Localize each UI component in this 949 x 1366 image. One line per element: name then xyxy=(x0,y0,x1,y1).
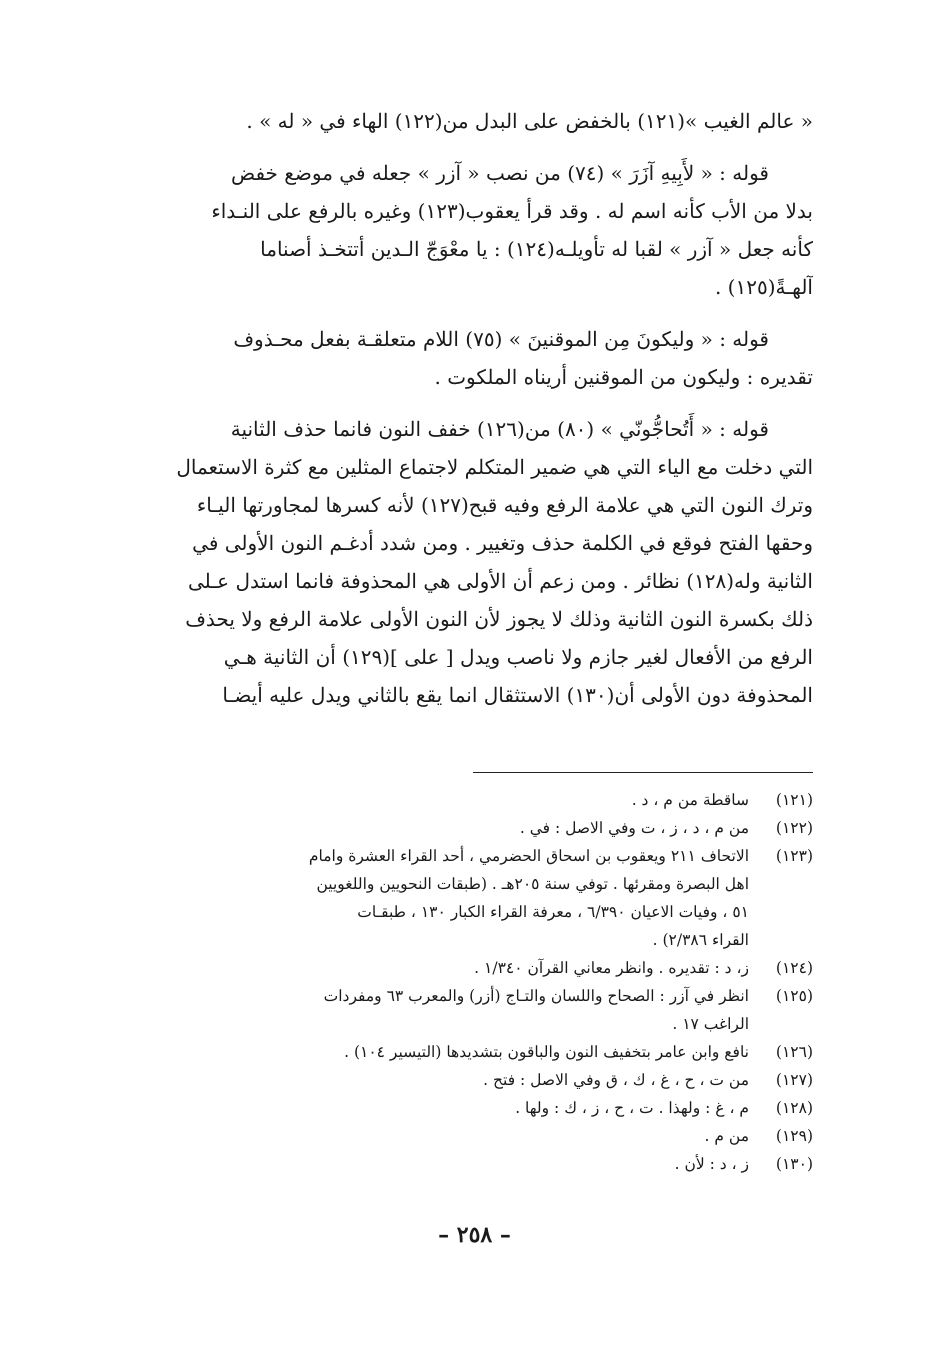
footnote xyxy=(137,1094,813,1122)
footnotes xyxy=(137,786,813,1178)
footnote-number: (١٢٦) xyxy=(775,1043,813,1061)
footnote-line: من م . xyxy=(704,1127,749,1145)
page-number: – ٢٥٨ – xyxy=(438,1222,511,1248)
text-line: تقديره : وليكون من الموقنين أريناه الملكوت . xyxy=(434,365,813,389)
footnote-number: (١٢٨) xyxy=(775,1099,813,1117)
footnote-number: (١٢٣) xyxy=(775,847,813,865)
text-line: « عالم الغيب »(١٢١) بالخفض على البدل من(١٢٢) الهاء في « له » . xyxy=(246,109,813,133)
footnote-number: (١٣٠) xyxy=(775,1155,813,1173)
footnote-text xyxy=(137,1038,749,1066)
footnote-number: (١٢٧) xyxy=(775,1071,813,1089)
text-line: وحقها الفتح فوقع في الكلمة حذف وتغيير . ومن شدد أدغـم النون الأولى في xyxy=(192,531,813,555)
footnote-number: (١٢١) xyxy=(775,791,813,809)
footnote-text xyxy=(137,1094,749,1122)
footnote xyxy=(137,1066,813,1094)
footnote xyxy=(137,1122,813,1150)
text-line: الثانية وله(١٢٨) نظائر . ومن زعم أن الأولى هي المحذوفة فانما استدل عـلى xyxy=(188,569,813,593)
footnote xyxy=(137,982,813,1038)
text-line: التي دخلت مع الياء التي هي ضمير المتكلم لاجتماع المثلين مع كثرة الاستعمال xyxy=(176,455,813,479)
footnote-text xyxy=(137,786,749,814)
footnote-number: (١٢٤) xyxy=(775,959,813,977)
footnote xyxy=(137,842,813,954)
footnote-line: القراء ٢/٣٨٦) . xyxy=(652,931,749,949)
footnote-text xyxy=(137,814,749,842)
footnote-text xyxy=(137,982,749,1038)
footnote-text xyxy=(137,1122,749,1150)
footnote-line: ز، د : تقديره . وانظر معاني القرآن ١/٣٤٠ . xyxy=(474,959,749,977)
text-line: آلهـةً(١٢٥) . xyxy=(714,275,813,299)
text-line: كأنه جعل « آزر » لقبا له تأويلـه(١٢٤) : يا معْوَجّ الـدين أتتخـذ أصناما xyxy=(260,237,813,261)
footnote-text xyxy=(137,954,749,982)
footnote-line: م ، غ : ولهذا . ت ، ح ، ز ، ك : ولها . xyxy=(515,1099,749,1117)
paragraph xyxy=(137,410,813,714)
footnote-line: نافع وابن عامر بتخفيف النون والباقون بتشديدها (التيسير ١٠٤) . xyxy=(344,1043,749,1061)
footnote xyxy=(137,786,813,814)
text-line: قوله : « لأَبِيهِ آزَرَ » (٧٤) من نصب « آزر » جعله في موضع خفض xyxy=(230,161,769,185)
text-line: قوله : « وليكونَ مِن الموقنينَ » (٧٥) اللام متعلقـة بفعل محـذوف xyxy=(233,327,769,351)
footnote xyxy=(137,814,813,842)
footnote-text xyxy=(137,842,749,954)
footnote-line: انظر في آزر : الصحاح واللسان والتـاج (أزر) والمعرب ٦٣ ومفردات xyxy=(323,987,749,1005)
paragraph xyxy=(137,102,813,140)
footnote xyxy=(137,1150,813,1178)
paragraph xyxy=(137,154,813,306)
footnote-line: الاتحاف ٢١١ ويعقوب بن اسحاق الحضرمي ، أحد القراء العشرة وامام xyxy=(308,847,749,865)
main-text xyxy=(137,102,813,714)
text-line: قوله : « أَتُحاجُّونّي » (٨٠) من(١٢٦) خفف النون فانما حذف الثانية xyxy=(230,417,769,441)
text-line: بدلا من الأب كأنه اسم له . وقد قرأ يعقوب(١٢٣) وغيره بالرفع على النـداء xyxy=(211,199,813,223)
footnote-number: (١٢٥) xyxy=(775,987,813,1005)
paragraph xyxy=(137,320,813,396)
footnote-line: ٥١ ، وفيات الاعيان ٦/٣٩٠ ، معرفة القراء الكبار ١٣٠ ، طبقـات xyxy=(357,903,749,921)
footnote-line: ساقطة من م ، د . xyxy=(631,791,749,809)
footnote-separator xyxy=(473,772,813,773)
footnote-line: اهل البصرة ومقرئها . توفي سنة ٢٠٥هـ . (طبقات النحويين واللغويين xyxy=(316,875,749,893)
footnote-number: (١٢٢) xyxy=(775,819,813,837)
text-line: ذلك بكسرة النون الثانية وذلك لا يجوز لأن النون الأولى علامة الرفع ولا يحذف xyxy=(185,607,813,631)
footnote-line: من ت ، ح ، غ ، ك ، ق وفي الاصل : فتح . xyxy=(483,1071,749,1089)
footnote-line: ز ، د : لأن . xyxy=(674,1155,749,1173)
footnote-text xyxy=(137,1066,749,1094)
text-line: المحذوفة دون الأولى أن(١٣٠) الاستثقال انما يقع بالثاني ويدل عليه أيضـا xyxy=(222,683,813,707)
text-line: الرفع من الأفعال لغير جازم ولا ناصب ويدل [ على ](١٢٩) أن الثانية هـي xyxy=(223,645,813,669)
footnote-line: من م ، د ، ز ، ت وفي الاصل : في . xyxy=(519,819,749,837)
footnote xyxy=(137,954,813,982)
footnote xyxy=(137,1038,813,1066)
footnote-text xyxy=(137,1150,749,1178)
footnote-number: (١٢٩) xyxy=(775,1127,813,1145)
text-line: وترك النون التي هي علامة الرفع وفيه قبح(١٢٧) لأنه كسرها لمجاورتها اليـاء xyxy=(196,493,813,517)
footnote-line: الراغب ١٧ . xyxy=(672,1015,749,1033)
